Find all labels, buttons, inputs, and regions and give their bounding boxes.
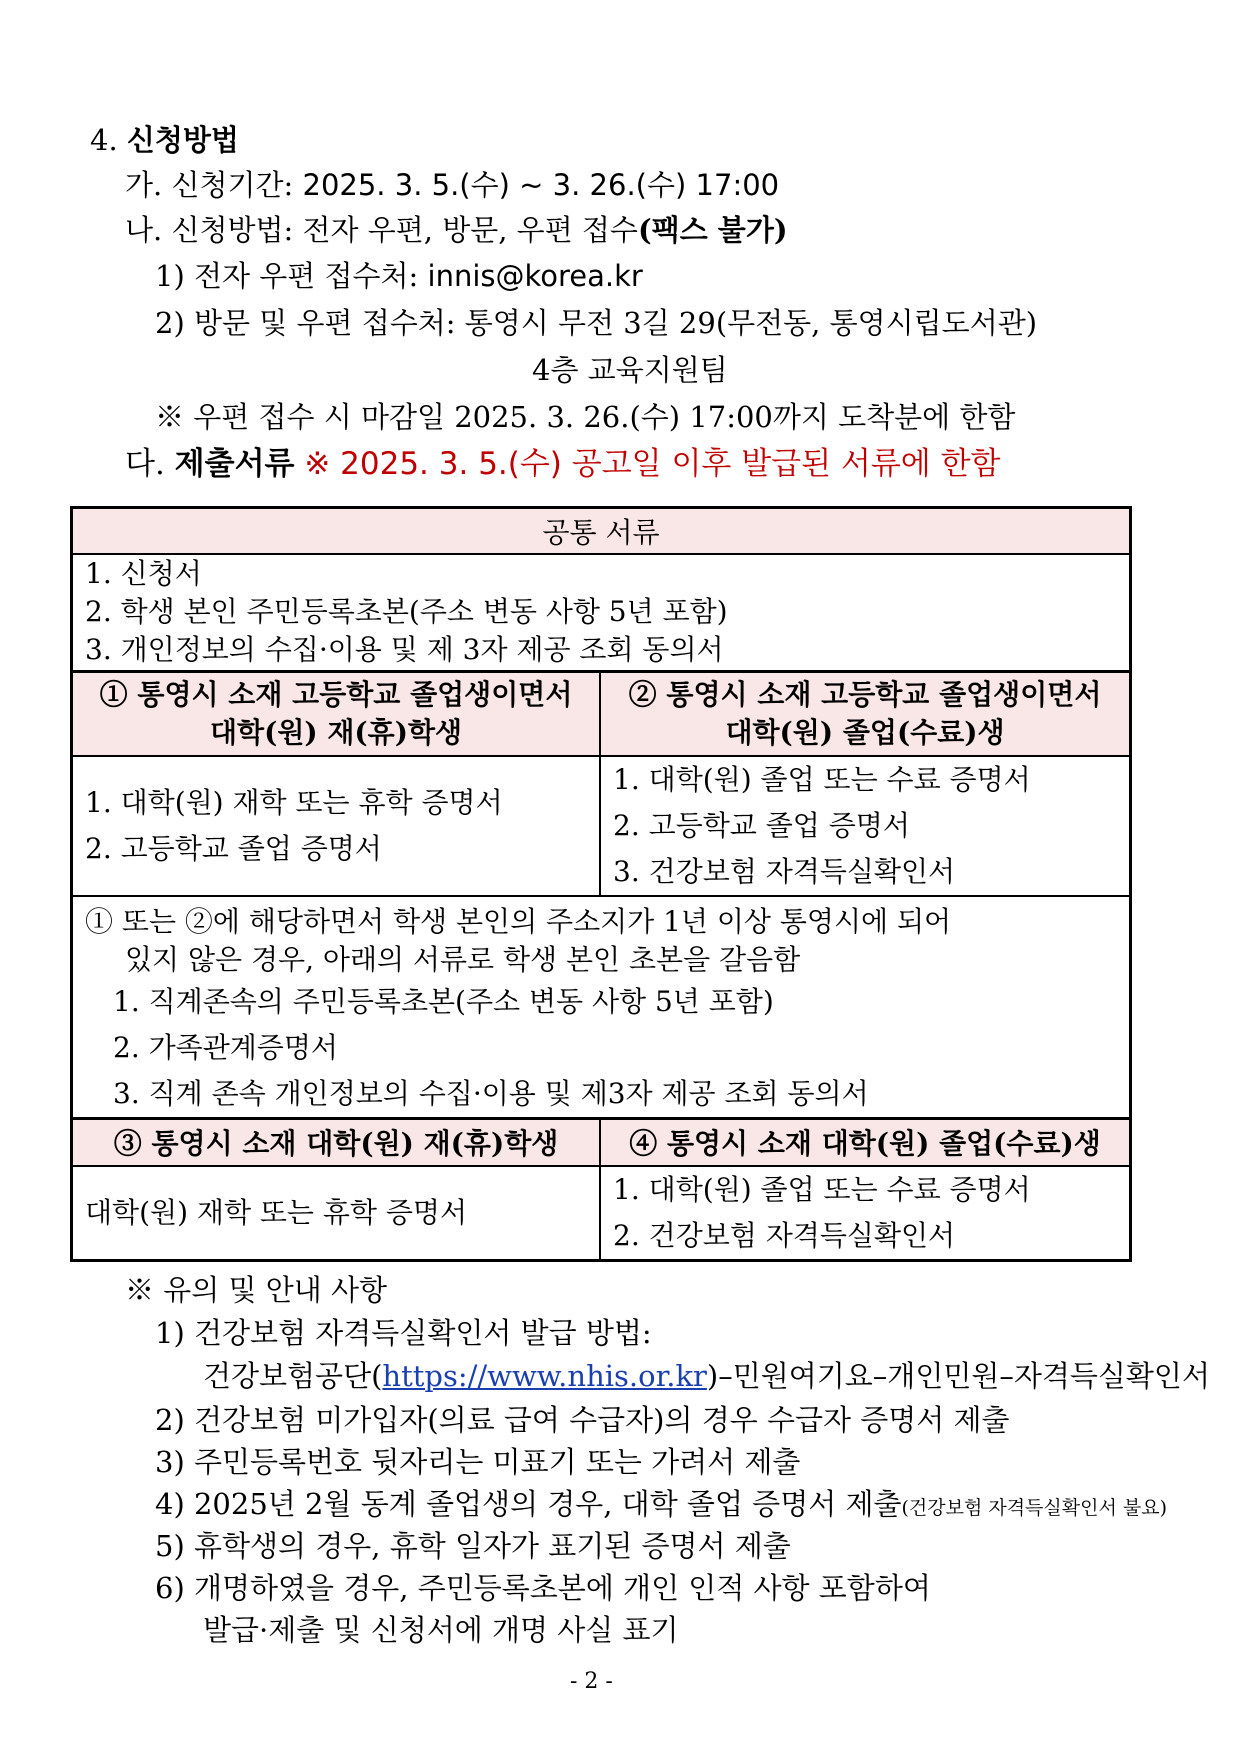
note-5: 5) 휴학생의 경우, 휴학 일자가 표기된 증명서 제출 bbox=[155, 1529, 791, 1563]
page-number: - 2 - bbox=[570, 1669, 613, 1694]
alternative-condition: 있지 않은 경우, 아래의 서류로 학생 본인 초본을 갈음함 bbox=[125, 942, 801, 976]
case1-header-line: 대학(원) 재(휴)학생 bbox=[209, 715, 463, 749]
case4-header: ④ 통영시 소재 대학(원) 졸업(수료)생 bbox=[600, 1118, 1130, 1166]
note-3: 3) 주민등록번호 뒷자리는 미표기 또는 가려서 제출 bbox=[155, 1445, 801, 1479]
nhis-link[interactable]: https://www.nhis.or.kr bbox=[382, 1359, 707, 1393]
note-6: 6) 개명하였을 경우, 주민등록초본에 개인 인적 사항 포함하여 bbox=[155, 1571, 931, 1605]
common-header-row bbox=[72, 508, 1131, 554]
case1-item: 2. 고등학교 졸업 증명서 bbox=[85, 831, 382, 865]
alternative-docs-cell bbox=[72, 896, 1131, 1119]
case1-item: 1. 대학(원) 재학 또는 휴학 증명서 bbox=[85, 785, 503, 819]
case1-items-cell bbox=[72, 756, 601, 896]
note-1-cont bbox=[203, 1356, 1210, 1396]
application-period bbox=[125, 165, 779, 205]
common-item: 3. 개인정보의 수집·이용 및 제 3자 제공 조회 동의서 bbox=[85, 633, 724, 667]
alternative-item: 2. 가족관계증명서 bbox=[113, 1030, 338, 1064]
note-4-small: (건강보험 자격득실확인서 불요) bbox=[901, 1497, 1167, 1519]
alternative-docs-row bbox=[72, 896, 1131, 1119]
documents-title: 제출서류 bbox=[174, 446, 295, 482]
section-number: 4. bbox=[90, 123, 118, 157]
method-label: 나. 신청방법: bbox=[125, 213, 294, 247]
note-1-suffix: )–민원여기요–개인민원–자격득실확인서 bbox=[706, 1359, 1210, 1393]
note-4 bbox=[155, 1484, 1167, 1528]
documents-table bbox=[70, 506, 1132, 1262]
case1-header bbox=[72, 672, 601, 756]
note-6-cont: 발급·제출 및 신청서에 개명 사실 표기 bbox=[203, 1613, 679, 1647]
notes-title: ※ 유의 및 안내 사항 bbox=[125, 1273, 387, 1307]
alternative-item: 3. 직계 존속 개인정보의 수집·이용 및 제3자 제공 조회 동의서 bbox=[113, 1076, 869, 1110]
note-4-main: 4) 2025년 2월 동계 졸업생의 경우, 대학 졸업 증명서 제출 bbox=[155, 1487, 902, 1521]
common-items-cell bbox=[72, 554, 1131, 672]
case3-header: ③ 통영시 소재 대학(원) 재(휴)학생 bbox=[72, 1118, 601, 1166]
documents-heading bbox=[125, 444, 1000, 484]
documents-notice: ※ 2025. 3. 5.(수) 공고일 이후 발급된 서류에 한함 bbox=[304, 446, 1001, 482]
section-heading bbox=[90, 120, 239, 160]
case3-items-cell bbox=[72, 1166, 601, 1261]
case2-header-line: ② 통영시 소재 고등학교 졸업생이면서 bbox=[628, 677, 1102, 711]
alternative-condition: ① 또는 ②에 해당하면서 학생 본인의 주소지가 1년 이상 통영시에 되어 bbox=[85, 904, 952, 938]
case34-items-row bbox=[72, 1166, 1131, 1261]
method-note: (팩스 불가) bbox=[637, 213, 788, 247]
common-items-row bbox=[72, 554, 1131, 672]
case1-header-line: ① 통영시 소재 고등학교 졸업생이면서 bbox=[99, 677, 573, 711]
application-method bbox=[125, 210, 788, 250]
note-2: 2) 건강보험 미가입자(의료 급여 수급자)의 경우 수급자 증명서 제출 bbox=[155, 1403, 1010, 1437]
period-value: 2025. 3. 5.(수) ~ 3. 26.(수) 17:00 bbox=[302, 168, 780, 202]
case2-item: 1. 대학(원) 졸업 또는 수료 증명서 bbox=[613, 762, 1031, 796]
case12-items-row bbox=[72, 756, 1131, 896]
email-label: 1) 전자 우편 접수처: bbox=[155, 259, 419, 293]
case4-items-cell bbox=[600, 1166, 1130, 1261]
note-1: 1) 건강보험 자격득실확인서 발급 방법: bbox=[155, 1316, 652, 1350]
case2-header bbox=[600, 672, 1130, 756]
case2-header-line: 대학(원) 졸업(수료)생 bbox=[725, 715, 1005, 749]
case2-items-cell bbox=[600, 756, 1130, 896]
note-1-prefix: 건강보험공단( bbox=[203, 1359, 383, 1393]
case4-item: 2. 건강보험 자격득실확인서 bbox=[613, 1219, 956, 1252]
case3-item: 대학(원) 재학 또는 휴학 증명서 bbox=[85, 1196, 468, 1229]
case12-header-row bbox=[72, 672, 1131, 756]
email-submission bbox=[155, 256, 643, 296]
common-header: 공통 서류 bbox=[72, 508, 1131, 554]
mail-deadline-note: ※ 우편 접수 시 마감일 2025. 3. 26.(수) 17:00까지 도착분에 한함 bbox=[155, 400, 1016, 434]
visit-submission-cont: 4층 교육지원팀 bbox=[532, 353, 728, 387]
case2-item: 3. 건강보험 자격득실확인서 bbox=[613, 854, 956, 888]
visit-submission: 2) 방문 및 우편 접수처: 통영시 무전 3길 29(무전동, 통영시립도서관) bbox=[155, 306, 1038, 340]
method-value: 전자 우편, 방문, 우편 접수 bbox=[302, 213, 638, 247]
section-title: 신청방법 bbox=[126, 123, 239, 157]
case4-item: 1. 대학(원) 졸업 또는 수료 증명서 bbox=[613, 1173, 1031, 1206]
case34-header-row bbox=[72, 1118, 1131, 1166]
case2-item: 2. 고등학교 졸업 증명서 bbox=[613, 808, 910, 842]
common-item: 2. 학생 본인 주민등록초본(주소 변동 사항 5년 포함) bbox=[85, 595, 728, 629]
email-address: innis@korea.kr bbox=[427, 259, 643, 293]
period-label: 가. 신청기간: bbox=[125, 168, 294, 202]
documents-label: 다. bbox=[125, 446, 165, 482]
common-item: 1. 신청서 bbox=[85, 557, 202, 591]
alternative-item: 1. 직계존속의 주민등록초본(주소 변동 사항 5년 포함) bbox=[113, 984, 774, 1018]
